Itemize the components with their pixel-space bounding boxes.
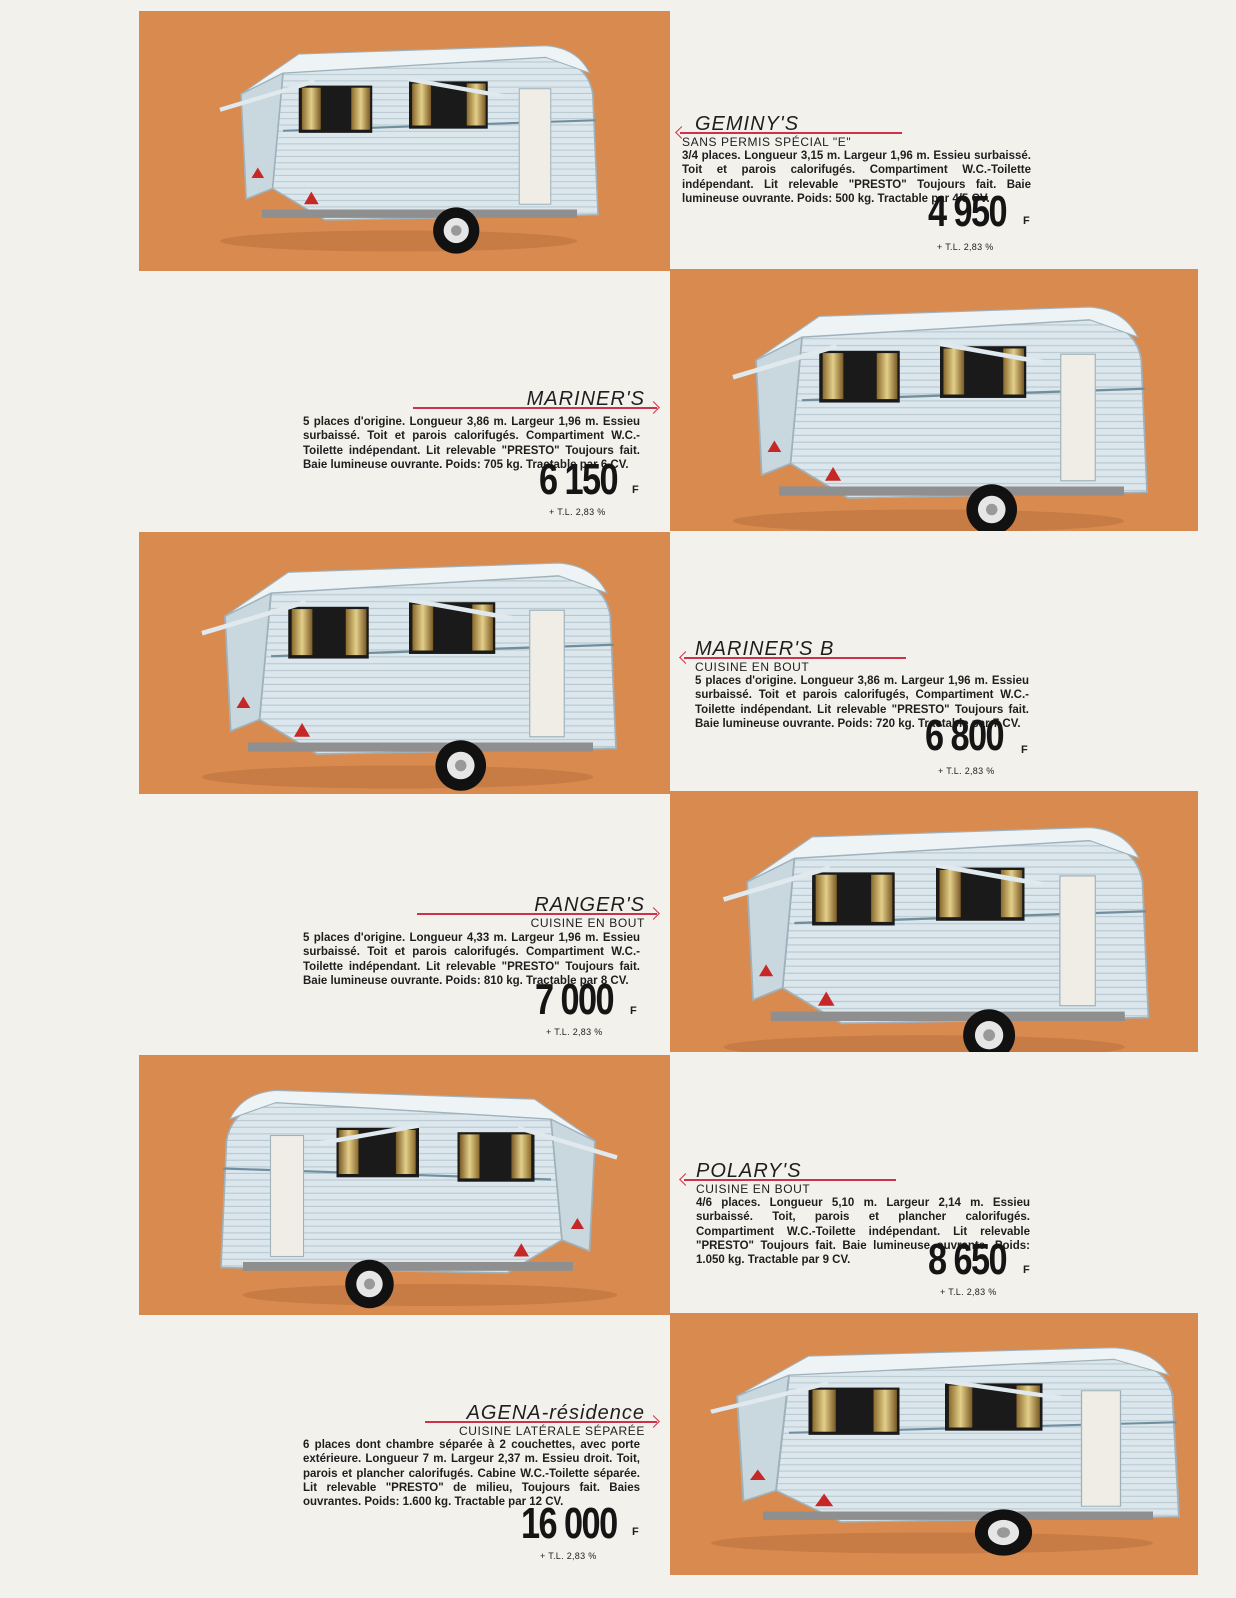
model-price: 8 650 bbox=[928, 1235, 1007, 1284]
caravan-photo-agena-residence bbox=[670, 1313, 1198, 1575]
caravan-photo-rangers bbox=[670, 791, 1198, 1052]
model-name: MARINER'S bbox=[526, 388, 645, 410]
arrow-left-icon bbox=[679, 651, 692, 664]
caravan-photo-icon bbox=[670, 269, 1198, 531]
tax-note: + T.L. 2,83 % bbox=[546, 1027, 603, 1037]
currency-label: F bbox=[632, 1526, 639, 1538]
model-price: 16 000 bbox=[521, 1499, 617, 1548]
caravan-photo-icon bbox=[139, 532, 670, 794]
tax-note: + T.L. 2,83 % bbox=[940, 1287, 997, 1297]
caravan-photo-geminys bbox=[139, 11, 670, 271]
model-description: 5 places d'origine. Longueur 3,86 m. Largeur 1,96 m. Essieu surbaissé. Toit et parois calorifugés. Compartiment W.C.-Toilette indépendant. Lit relevable "PRESTO" Toujours fait. Baie lumineuse ouvrante. Poids: 705 kg. Tractable par 6 CV. bbox=[303, 416, 640, 471]
model-price: 7 000 bbox=[535, 975, 614, 1024]
currency-label: F bbox=[1023, 215, 1030, 227]
arrow-left-icon bbox=[679, 1173, 692, 1186]
tax-note: + T.L. 2,83 % bbox=[549, 507, 606, 517]
tax-note: + T.L. 2,83 % bbox=[938, 766, 995, 776]
caravan-photo-icon bbox=[139, 1055, 670, 1315]
caravan-photo-icon bbox=[670, 791, 1198, 1052]
model-name: GEMINY'S bbox=[695, 113, 800, 135]
model-description: 5 places d'origine. Longueur 4,33 m. Largeur 1,96 m. Essieu surbaissé. Toit et parois calorifugés. Compartiment W.C.-Toilette indépendant. Lit relevable "PRESTO" Toujours fait. Baie lumineuse ouvrante. Poids: 810 kg. Tractable par 8 CV. bbox=[303, 932, 640, 987]
model-subtitle: SANS PERMIS SPÉCIAL "E" bbox=[682, 135, 852, 149]
currency-label: F bbox=[630, 1005, 637, 1017]
model-description: 3/4 places. Longueur 3,15 m. Largeur 1,96 m. Essieu surbaissé. Toit et parois calorifugés. Compartiment W.C.-Toilette indépendant. Lit relevable "PRESTO" Toujours fait. Baie lumineuse ouvrante. Poids: 500 kg. Tractable par 4/5 CV. bbox=[682, 150, 1031, 205]
model-price: 6 800 bbox=[925, 711, 1004, 760]
model-description: 5 places d'origine. Longueur 3,86 m. Largeur 1,96 m. Essieu surbaissé. Toit et parois calorifugés, Compartiment W.C.-Toilette indépendant. Lit relevable "PRESTO" Toujours fait. Baie lumineuse ouvrante. Poids: 720 kg. Tractable par 7 CV. bbox=[695, 675, 1029, 730]
model-price: 4 950 bbox=[928, 187, 1007, 236]
model-name: AGENA-résidence bbox=[466, 1402, 645, 1424]
model-subtitle: CUISINE LATÉRALE SÉPARÉE bbox=[458, 1424, 645, 1438]
currency-label: F bbox=[1023, 1264, 1030, 1276]
model-name: RANGER'S bbox=[534, 894, 645, 916]
arrow-right-icon bbox=[647, 907, 660, 920]
tax-note: + T.L. 2,83 % bbox=[937, 242, 994, 252]
caravan-photo-polarys bbox=[139, 1055, 670, 1315]
model-price: 6 150 bbox=[539, 455, 618, 504]
model-name: MARINER'S B bbox=[695, 638, 835, 660]
model-subtitle: CUISINE EN BOUT bbox=[696, 1182, 811, 1196]
tax-note: + T.L. 2,83 % bbox=[540, 1551, 597, 1561]
model-description: 6 places dont chambre séparée à 2 couchettes, avec porte extérieure. Longueur 7 m. Largeur 2,37 m. Essieu droit. Toit, parois et plancher calorifugés. Cabine W.C.-Toilette séparée. Lit relevable "PRESTO" de milieu, Toujours fait. Baies ouvrantes. Poids: 1.600 kg. Tractable par 12 CV. bbox=[303, 1439, 640, 1509]
model-name: POLARY'S bbox=[696, 1160, 802, 1182]
caravan-photo-mariners bbox=[670, 269, 1198, 531]
caravan-photo-mariners-b bbox=[139, 532, 670, 794]
model-description: 4/6 places. Longueur 5,10 m. Largeur 2,14 m. Essieu surbaissé. Toit, parois et plancher calorifugés. Compartiment W.C.-Toilette indépendant. Lit relevable "PRESTO" Toujours fait. Baie lumineuse ouvrante. Poids: 1.050 kg. Tractable par 9 CV. bbox=[696, 1197, 1030, 1267]
arrow-right-icon bbox=[647, 401, 660, 414]
currency-label: F bbox=[632, 484, 639, 496]
model-subtitle: CUISINE EN BOUT bbox=[695, 660, 810, 674]
caravan-photo-icon bbox=[670, 1313, 1198, 1575]
caravan-photo-icon bbox=[139, 11, 670, 271]
model-subtitle: CUISINE EN BOUT bbox=[530, 916, 645, 930]
arrow-right-icon bbox=[647, 1415, 660, 1428]
currency-label: F bbox=[1021, 744, 1028, 756]
